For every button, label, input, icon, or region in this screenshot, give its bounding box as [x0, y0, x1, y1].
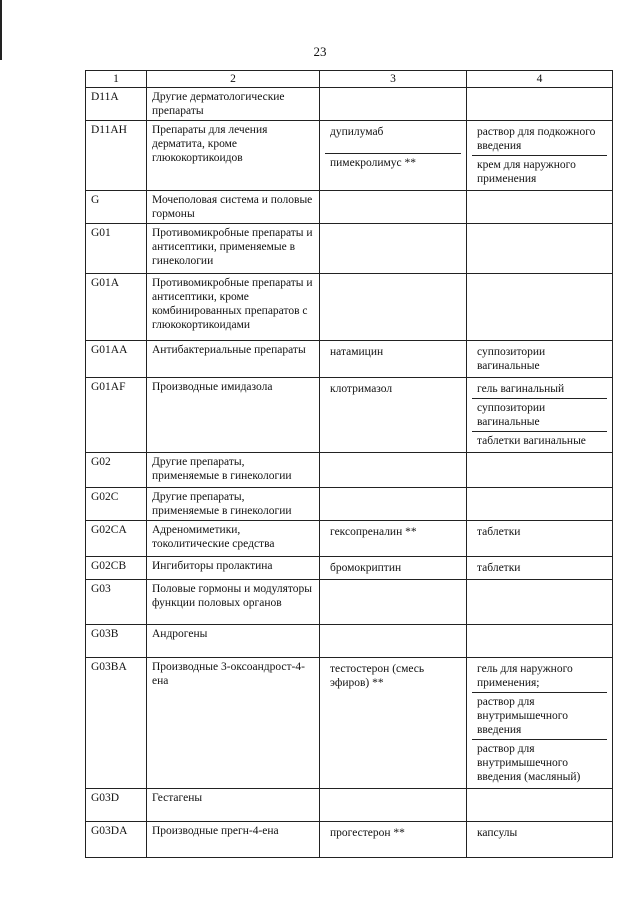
- atc-code: G03D: [86, 789, 147, 822]
- table-row: [86, 488, 613, 521]
- group-name: Мочеполовая система и половые гормоны: [147, 191, 320, 224]
- dosage-form: гель вагинальный: [472, 380, 607, 399]
- drug-classification-table: [85, 70, 613, 858]
- dosage-form-cell: [467, 88, 613, 121]
- dosage-form: таблетки: [477, 526, 521, 538]
- drug-name-cell: [320, 658, 467, 789]
- drug-name-cell: [320, 580, 467, 625]
- group-name: Производные прегн-4-ена: [147, 822, 320, 858]
- dosage-form: таблетки вагинальные: [477, 435, 586, 447]
- table-row: [86, 789, 613, 822]
- dosage-form-cell: [467, 121, 613, 191]
- table-row: [86, 191, 613, 224]
- atc-code: G01A: [86, 274, 147, 341]
- atc-code: G03DA: [86, 822, 147, 858]
- group-name: Андрогены: [147, 625, 320, 658]
- atc-code: G02CB: [86, 557, 147, 580]
- drug-name-cell: [320, 488, 467, 521]
- table-row: [86, 580, 613, 625]
- dosage-form-cell: [467, 453, 613, 488]
- drug-name-cell: [320, 822, 467, 858]
- dosage-form-cell: [467, 274, 613, 341]
- drug-name: прогестерон **: [330, 827, 405, 839]
- dosage-form-cell: [467, 557, 613, 580]
- drug-name: клотримазол: [330, 383, 393, 395]
- group-name: Гестагены: [147, 789, 320, 822]
- drug-name-cell: [320, 341, 467, 378]
- drug-name-cell: [320, 224, 467, 274]
- table-row: [86, 274, 613, 341]
- dosage-form-cell: [467, 625, 613, 658]
- drug-name: пимекролимус **: [325, 153, 461, 172]
- drug-name-cell: [320, 121, 467, 191]
- column-header: 3: [320, 71, 467, 88]
- dosage-form-cell: [467, 658, 613, 789]
- dosage-form: капсулы: [477, 827, 518, 839]
- group-name: Другие дерматологические препараты: [147, 88, 320, 121]
- dosage-form: суппозитории вагинальные: [472, 399, 607, 432]
- column-header: 2: [147, 71, 320, 88]
- dosage-form-cell: [467, 822, 613, 858]
- drug-name-cell: [320, 557, 467, 580]
- group-name: Антибактериальные препараты: [147, 341, 320, 378]
- table-row: [86, 822, 613, 858]
- atc-code: G01: [86, 224, 147, 274]
- atc-code: G03B: [86, 625, 147, 658]
- group-name: Производные 3-оксоандрост-4-ена: [147, 658, 320, 789]
- drug-name-cell: [320, 88, 467, 121]
- table-row: [86, 521, 613, 557]
- dosage-form: раствор для внутримышечного введения: [472, 693, 607, 740]
- atc-code: G02: [86, 453, 147, 488]
- table-row: [86, 224, 613, 274]
- table-row: [86, 625, 613, 658]
- atc-code: G01AA: [86, 341, 147, 378]
- dosage-form-cell: [467, 191, 613, 224]
- table-row: [86, 453, 613, 488]
- dosage-form: раствор для подкожного введения: [472, 123, 607, 156]
- group-name: Препараты для лечения дерматита, кроме глюкокортикоидов: [147, 121, 320, 191]
- group-name: Другие препараты, применяемые в гинекологии: [147, 453, 320, 488]
- dosage-form: суппозитории вагинальные: [477, 346, 546, 372]
- dosage-form: раствор для внутримышечного введения (масляный): [477, 743, 581, 783]
- atc-code: D11A: [86, 88, 147, 121]
- drug-name-cell: [320, 453, 467, 488]
- dosage-form-cell: [467, 789, 613, 822]
- atc-code: G: [86, 191, 147, 224]
- group-name: Адреномиметики, токолитические средства: [147, 521, 320, 557]
- drug-name-cell: [320, 191, 467, 224]
- dosage-form: таблетки: [477, 562, 521, 574]
- table-row: [86, 121, 613, 191]
- atc-code: G02CA: [86, 521, 147, 557]
- drug-name-cell: [320, 378, 467, 453]
- atc-code: G03: [86, 580, 147, 625]
- group-name: Ингибиторы пролактина: [147, 557, 320, 580]
- column-header: 4: [467, 71, 613, 88]
- table-row: [86, 658, 613, 789]
- dosage-form-cell: [467, 580, 613, 625]
- dosage-form: крем для наружного применения: [477, 159, 576, 185]
- drug-name-cell: [320, 625, 467, 658]
- table-row: [86, 557, 613, 580]
- drug-name: натамицин: [330, 346, 384, 358]
- dosage-form-cell: [467, 224, 613, 274]
- drug-name-cell: [320, 789, 467, 822]
- group-name: Противомикробные препараты и антисептики, применяемые в гинекологии: [147, 224, 320, 274]
- dosage-form-cell: [467, 488, 613, 521]
- group-name: Противомикробные препараты и антисептики, кроме комбинированных препаратов с глюкокортикоидами: [147, 274, 320, 341]
- atc-code: G01AF: [86, 378, 147, 453]
- dosage-form-cell: [467, 341, 613, 378]
- atc-code: G02C: [86, 488, 147, 521]
- dosage-form-cell: [467, 378, 613, 453]
- table-row: [86, 341, 613, 378]
- group-name: Другие препараты, применяемые в гинекологии: [147, 488, 320, 521]
- drug-name-cell: [320, 521, 467, 557]
- drug-name: гексопреналин **: [330, 526, 417, 538]
- drug-name: бромокриптин: [330, 562, 402, 574]
- drug-name: тестостерон (смесь эфиров) **: [330, 663, 425, 689]
- group-name: Половые гормоны и модуляторы функции половых органов: [147, 580, 320, 625]
- atc-code: G03BA: [86, 658, 147, 789]
- table-row: [86, 378, 613, 453]
- drug-name-cell: [320, 274, 467, 341]
- column-header: 1: [86, 71, 147, 88]
- dosage-form: гель для наружного применения;: [472, 660, 607, 693]
- dosage-form-cell: [467, 521, 613, 557]
- atc-code: D11AH: [86, 121, 147, 191]
- group-name: Производные имидазола: [147, 378, 320, 453]
- page-number: 23: [313, 44, 327, 59]
- drug-name: дупилумаб: [330, 126, 384, 138]
- table-header-row: [86, 71, 613, 88]
- table-row: [86, 88, 613, 121]
